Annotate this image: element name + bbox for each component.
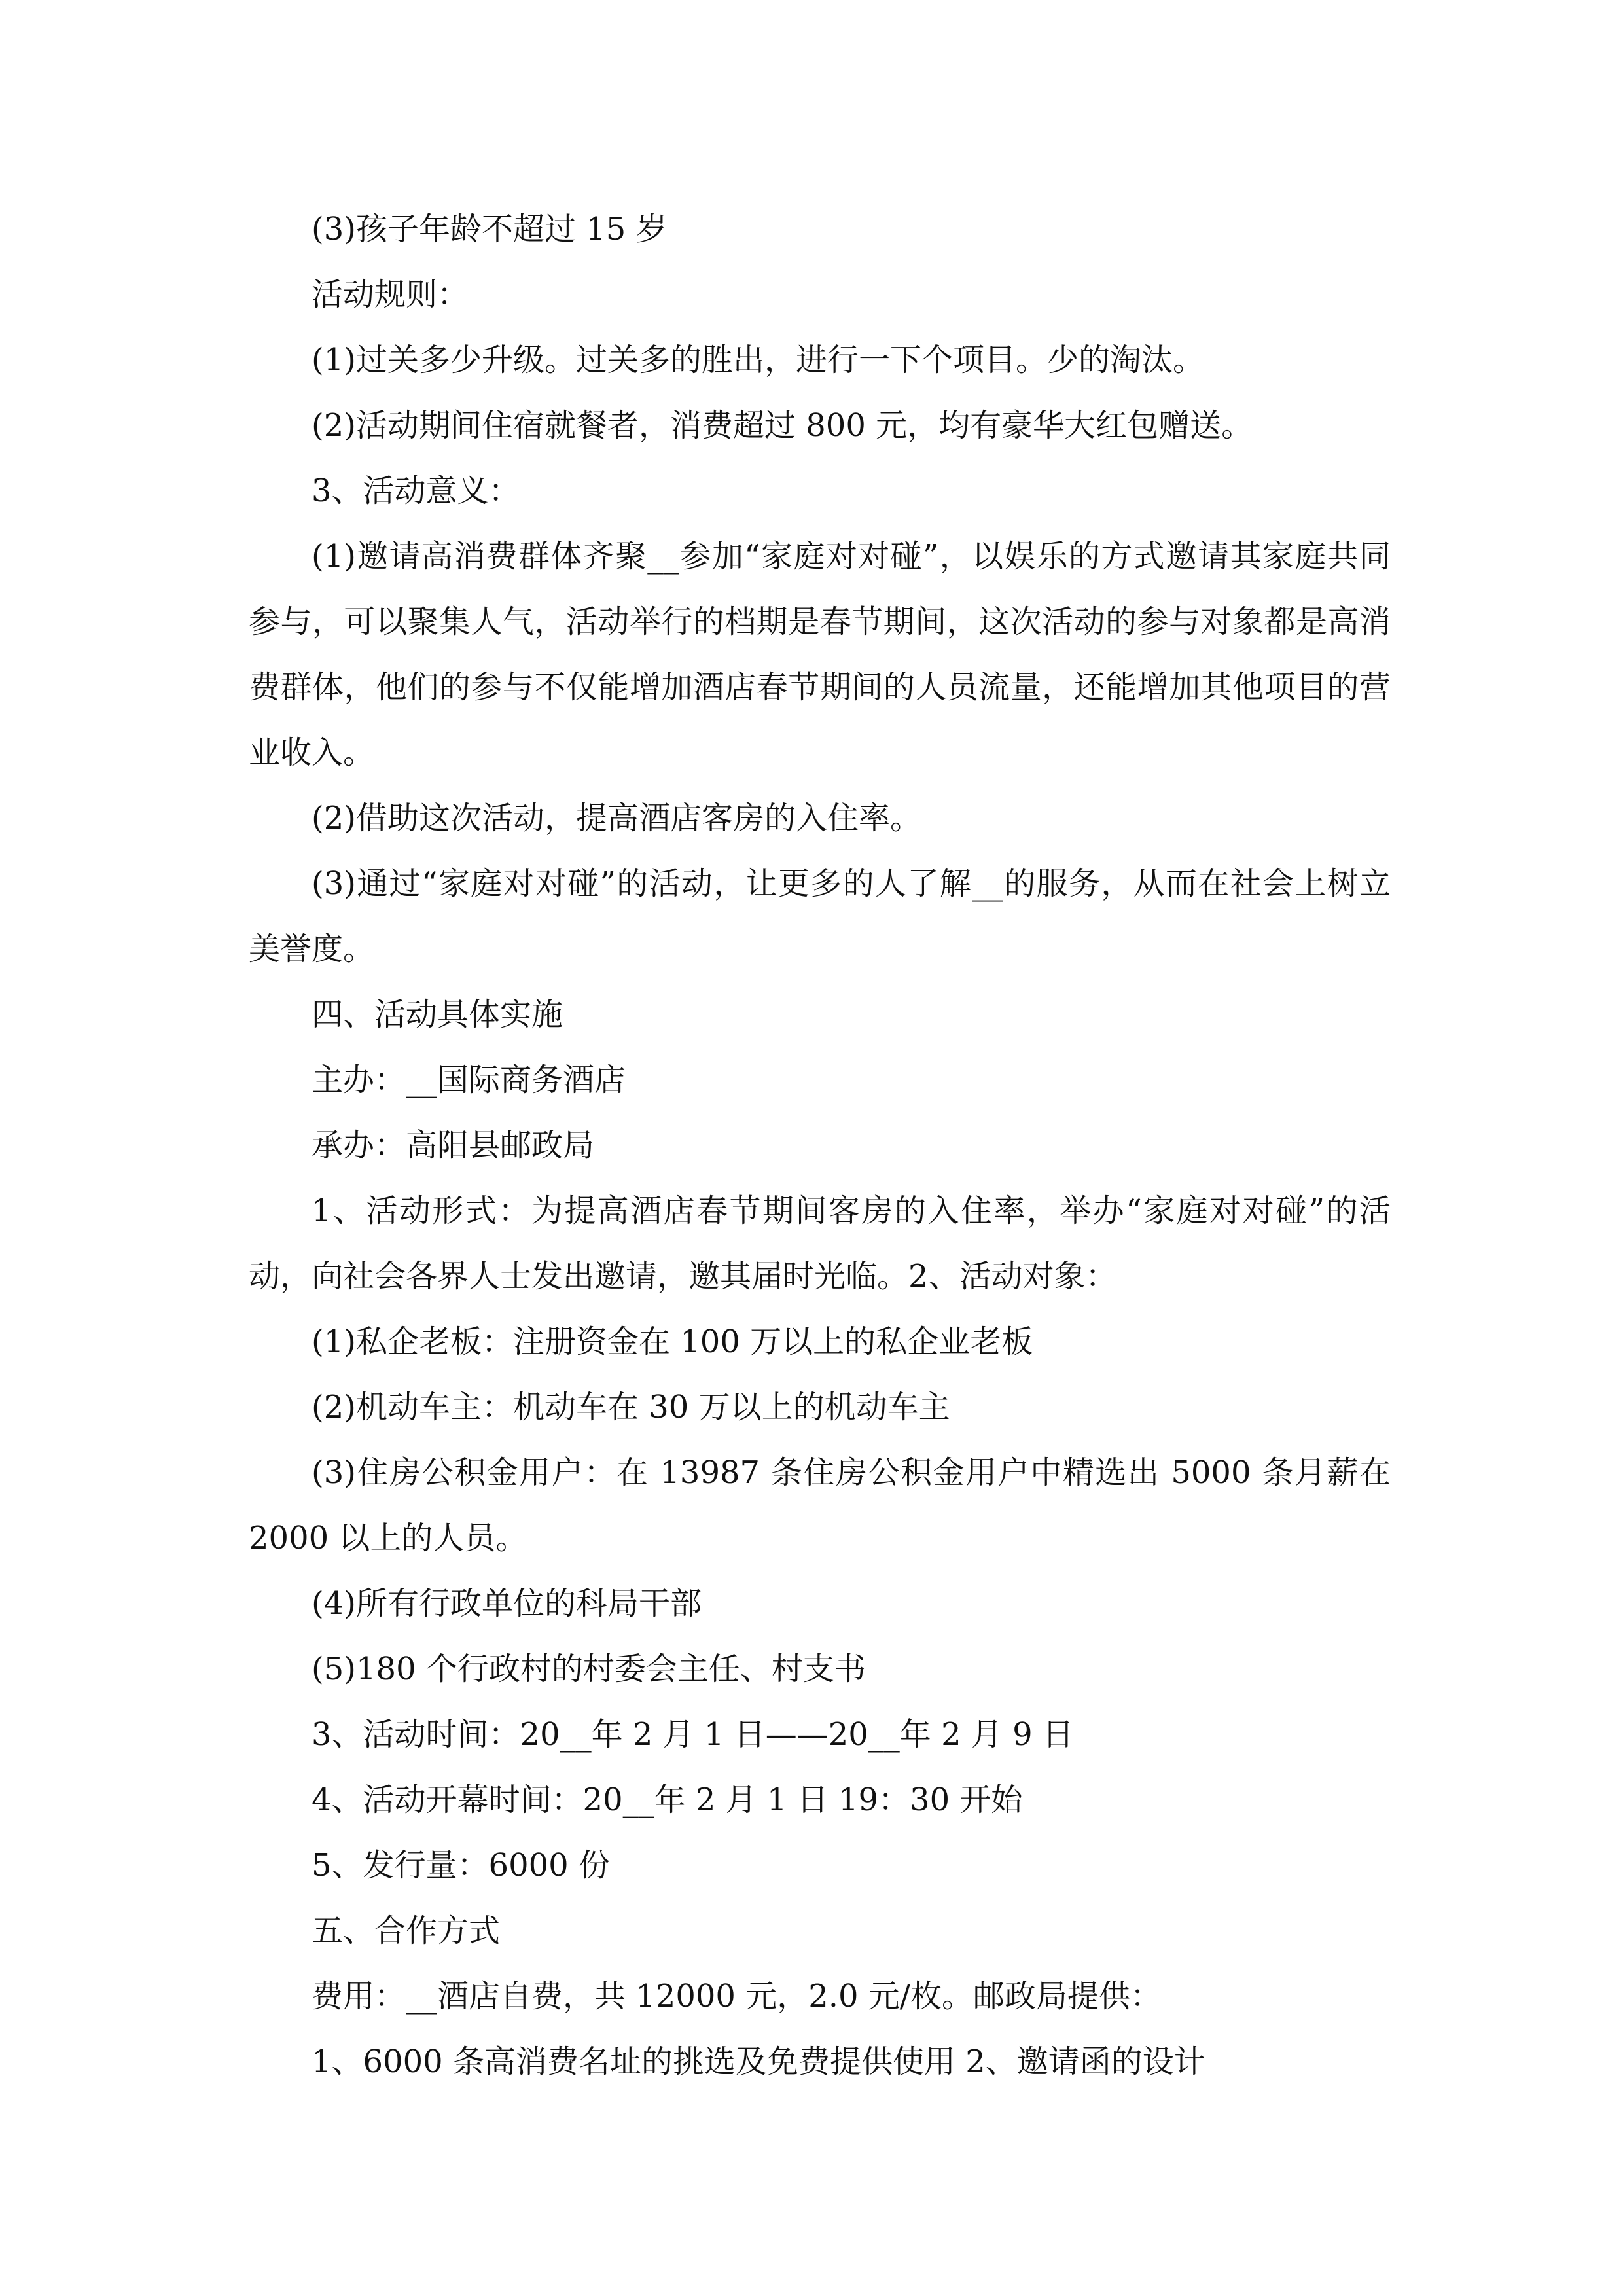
heading-cooperation: 五、合作方式 xyxy=(312,1912,501,1949)
paragraph-organizer: 主办：__国际商务酒店 xyxy=(312,1062,626,1098)
paragraph-target-3: (3)住房公积金用户：在 13987 条住房公积金用户中精选出 5000 条月薪在 2000 以上的人员。 xyxy=(249,1454,1391,1556)
paragraph-significance-2: (2)借助这次活动，提高酒店客房的入住率。 xyxy=(312,800,921,836)
paragraph-activity-format: 1、活动形式：为提高酒店春节期间客房的入住率，举办“家庭对对碰”的活动，向社会各界人士发出邀请，邀其届时光临。2、活动对象： xyxy=(249,1193,1391,1295)
paragraph-significance-3: (3)通过“家庭对对碰”的活动，让更多的人了解__的服务，从而在社会上树立美誉度。 xyxy=(249,865,1391,967)
paragraph-significance-1: (1)邀请高消费群体齐聚__参加“家庭对对碰”，以娱乐的方式邀请其家庭共同参与，可以聚集人气，活动举行的档期是春节期间，这次活动的参与对象都是高消费群体，他们的参与不仅能增加酒店春节期间的人员流量，还能增加其他项目的营业收入。 xyxy=(249,538,1391,771)
paragraph-target-4: (4)所有行政单位的科局干部 xyxy=(312,1585,702,1622)
paragraph-provision: 1、6000 条高消费名址的挑选及免费提供使用 2、邀请函的设计 xyxy=(312,2043,1205,2080)
paragraph-cost: 费用：__酒店自费，共 12000 元，2.0 元/枚。邮政局提供： xyxy=(312,1978,1162,2015)
paragraph-activity-time: 3、活动时间：20__年 2 月 1 日——20__年 2 月 9 日 xyxy=(312,1716,1074,1753)
paragraph-circulation: 5、发行量：6000 份 xyxy=(312,1847,610,1884)
paragraph-opening-time: 4、活动开幕时间：20__年 2 月 1 日 19：30 开始 xyxy=(312,1782,1023,1818)
paragraph-target-5: (5)180 个行政村的村委会主任、村支书 xyxy=(312,1651,866,1687)
paragraph-rule-2: (2)活动期间住宿就餐者，消费超过 800 元，均有豪华大红包赠送。 xyxy=(312,407,1253,444)
document-body xyxy=(249,196,1391,2094)
paragraph-co-organizer: 承办：高阳县邮政局 xyxy=(312,1127,595,1164)
heading-activity-significance: 3、活动意义： xyxy=(312,473,520,509)
heading-activity-rules: 活动规则： xyxy=(312,276,469,313)
paragraph-rule-1: (1)过关多少升级。过关多的胜出，进行一下个项目。少的淘汰。 xyxy=(312,342,1204,378)
paragraph-target-1: (1)私企老板：注册资金在 100 万以上的私企业老板 xyxy=(312,1323,1033,1360)
paragraph-target-2: (2)机动车主：机动车在 30 万以上的机动车主 xyxy=(312,1389,950,1426)
heading-implementation: 四、活动具体实施 xyxy=(312,996,563,1033)
paragraph-child-age: (3)孩子年龄不超过 15 岁 xyxy=(312,211,668,247)
